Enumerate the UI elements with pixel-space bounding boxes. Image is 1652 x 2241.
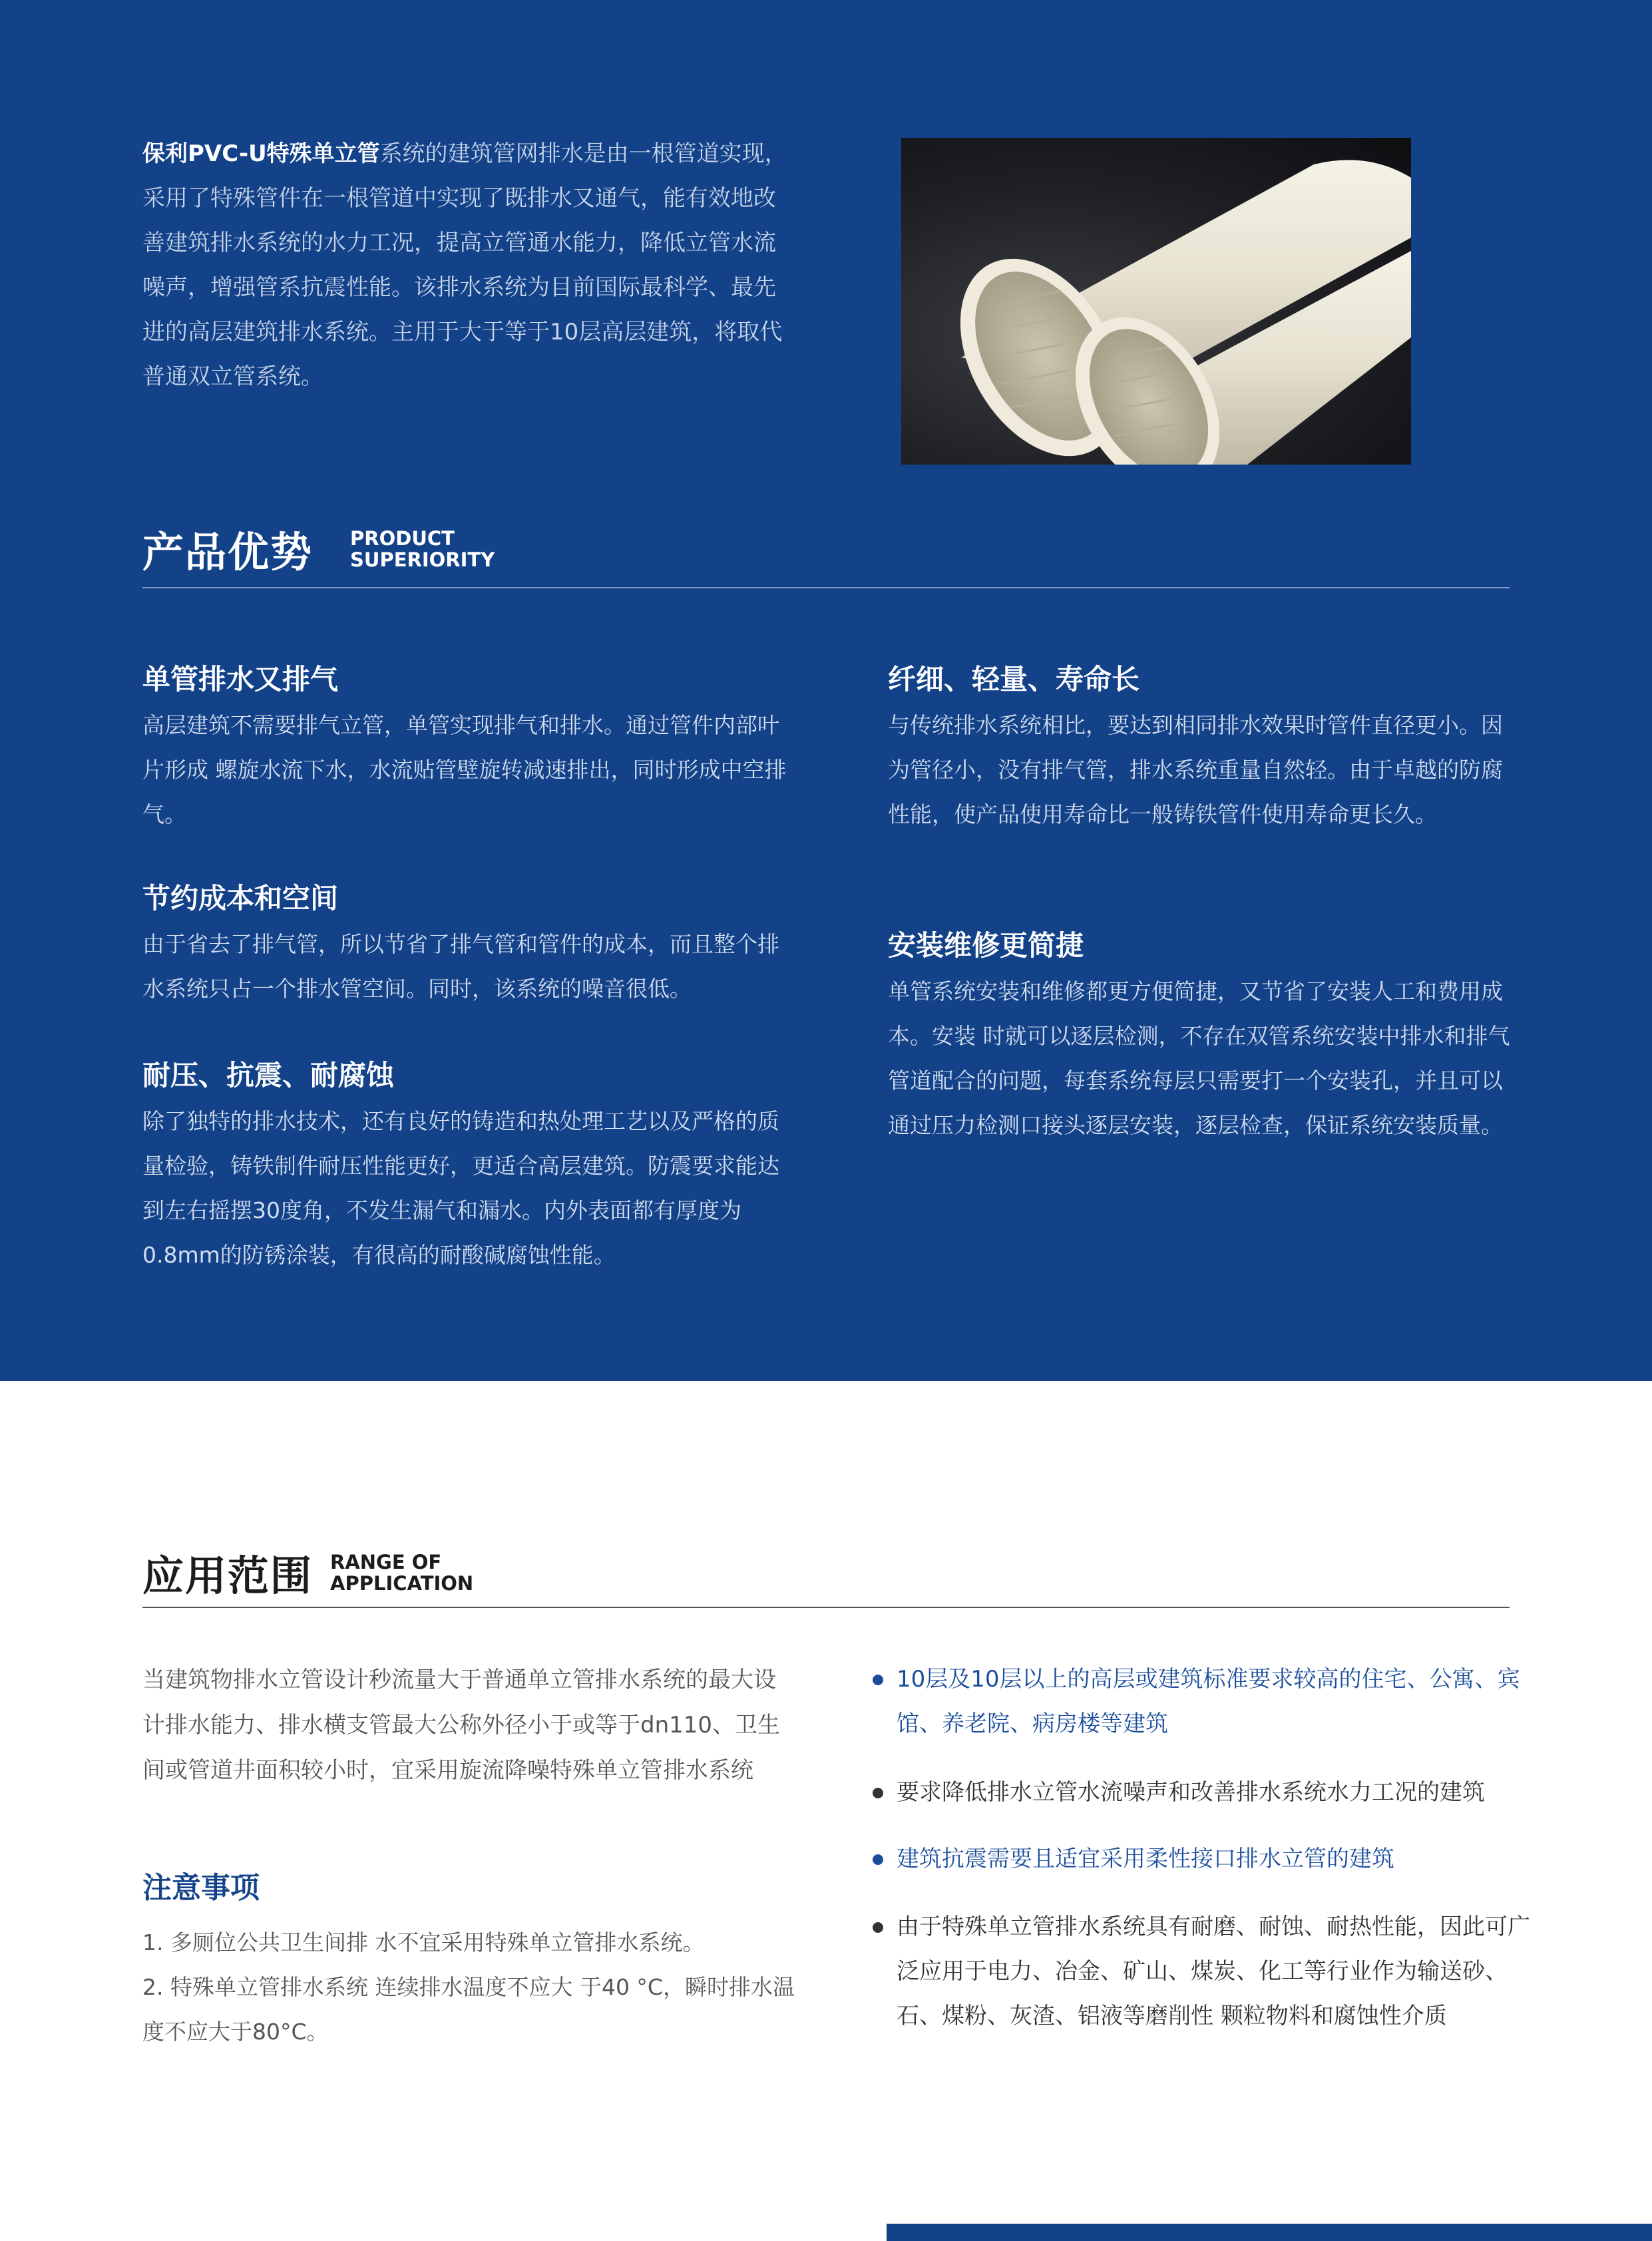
intro-text: 系统的建筑管网排水是由一根管道实现，采用了特殊管件在一根管道中实现了既排水又通气，能有效地改善建筑排水系统的水力工况，提高立管通水能力，降低立管水流噪声，增强管系抗震性能。该排水系统为目前国际最科学、最先进的高层建筑排水系统。主用于大于等于10层高层建筑，将取代普通双立管系统。 — [142, 140, 787, 390]
application-title-en-line2: APPLICATION — [330, 1571, 474, 1595]
item-title-easy-install: 安装维修更简捷 — [888, 929, 1084, 962]
superiority-header — [142, 519, 563, 578]
bullet-dot-icon — [873, 1922, 883, 1933]
superiority-title-en-line2: SUPERIORITY — [350, 548, 495, 571]
application-header — [142, 1543, 543, 1602]
note-item: 1. 多厕位公共卫生间排 水不宜采用特殊单立管排水系统。 — [142, 1930, 705, 1955]
footer-accent-bar — [887, 2224, 1652, 2241]
item-body-lightweight: 与传统排水系统相比，要达到相同排水效果时管件直径更小。因为管径小，没有排气管，排水系统重量自然轻。由于卓越的防腐性能，使产品使用寿命比一般铸铁管件使用寿命更长久。 — [888, 712, 1503, 827]
item-body-pressure-resistance: 除了独特的排水技术，还有良好的铸造和热处理工艺以及严格的质量检验，铸铁制件耐压性能更好，更适合高层建筑。防震要求能达到左右摇摆30度角，不发生漏气和漏水。内外表面都有厚度为0.8mm的防锈涂装，有很高的耐酸碱腐蚀性能。 — [142, 1108, 779, 1268]
application-bullet — [873, 1905, 1538, 2039]
superiority-title-en — [350, 528, 563, 570]
application-title-en — [330, 1551, 543, 1594]
bullet-text: 建筑抗震需要且适宜采用柔性接口排水立管的建筑 — [897, 1846, 1394, 1872]
bullet-text: 由于特殊单立管排水系统具有耐磨、耐蚀、耐热性能，因此可广泛应用于电力、冶金、矿山、煤炭、化工等行业作为输送砂、石、煤粉、灰渣、铝液等磨削性 颗粒物料和腐蚀性介质 — [897, 1914, 1530, 2029]
superiority-title-zh: 产品优势 — [142, 528, 313, 576]
pvc-pipes-photo — [901, 138, 1411, 465]
notes-title: 注意事项 — [142, 1871, 260, 1905]
note-item: 2. 特殊单立管排水系统 连续排水温度不应大 于40 °C，瞬时排水温 度不应大于80°C。 — [142, 1974, 795, 2045]
application-divider — [142, 1607, 1510, 1608]
pipes-illustration — [901, 138, 1411, 465]
bullet-dot-icon — [873, 1675, 883, 1685]
application-title-en-line1: RANGE OF — [330, 1550, 442, 1573]
application-bullet — [873, 1837, 1538, 1882]
bullet-dot-icon — [873, 1854, 883, 1865]
application-title-zh: 应用范围 — [142, 1551, 313, 1600]
superiority-title-en-line1: PRODUCT — [350, 526, 455, 550]
application-intro: 当建筑物排水立管设计秒流量大于普通单立管排水系统的最大设计排水能力、排水横支管最大公称外径小于或等于dn110、卫生间或管道井面积较小时，宜采用旋流降噪特殊单立管排水系统 — [142, 1667, 781, 1784]
item-title-save-cost: 节约成本和空间 — [142, 882, 339, 915]
brand-name: 保利PVC-U特殊单立管 — [142, 140, 380, 167]
item-body-single-pipe: 高层建筑不需要排气立管，单管实现排气和排水。通过管件内部叶片形成 螺旋水流下水，水流贴管壁旋转减速排出，同时形成中空排气。 — [142, 712, 787, 827]
intro-paragraph — [142, 132, 795, 399]
item-body-easy-install: 单管系统安装和维修都更方便简捷，又节省了安装人工和费用成本。安装 时就可以逐层检测，不存在双管系统安装中排水和排气管道配合的问题，每套系统每层只需要打一个安装孔，并且可以通过压力检测口接头逐层安装，逐层检查，保证系统安装质量。 — [888, 978, 1510, 1138]
item-title-lightweight: 纤细、轻量、寿命长 — [888, 663, 1140, 696]
application-bullet — [873, 1770, 1538, 1815]
item-body-save-cost: 由于省去了排气管，所以节省了排气管和管件的成本，而且整个排水系统只占一个排水管空间。同时，该系统的噪音很低。 — [142, 931, 779, 1002]
superiority-divider — [142, 587, 1510, 588]
bullet-text: 10层及10层以上的高层或建筑标准要求较高的住宅、公寓、宾馆、养老院、病房楼等建筑 — [897, 1666, 1520, 1737]
item-title-pressure-resistance: 耐压、抗震、耐腐蚀 — [142, 1059, 395, 1092]
item-title-single-pipe: 单管排水又排气 — [142, 663, 339, 696]
bullet-dot-icon — [873, 1788, 883, 1798]
bullet-text: 要求降低排水立管水流噪声和改善排水系统水力工况的建筑 — [897, 1779, 1485, 1806]
application-bullet — [873, 1657, 1538, 1746]
